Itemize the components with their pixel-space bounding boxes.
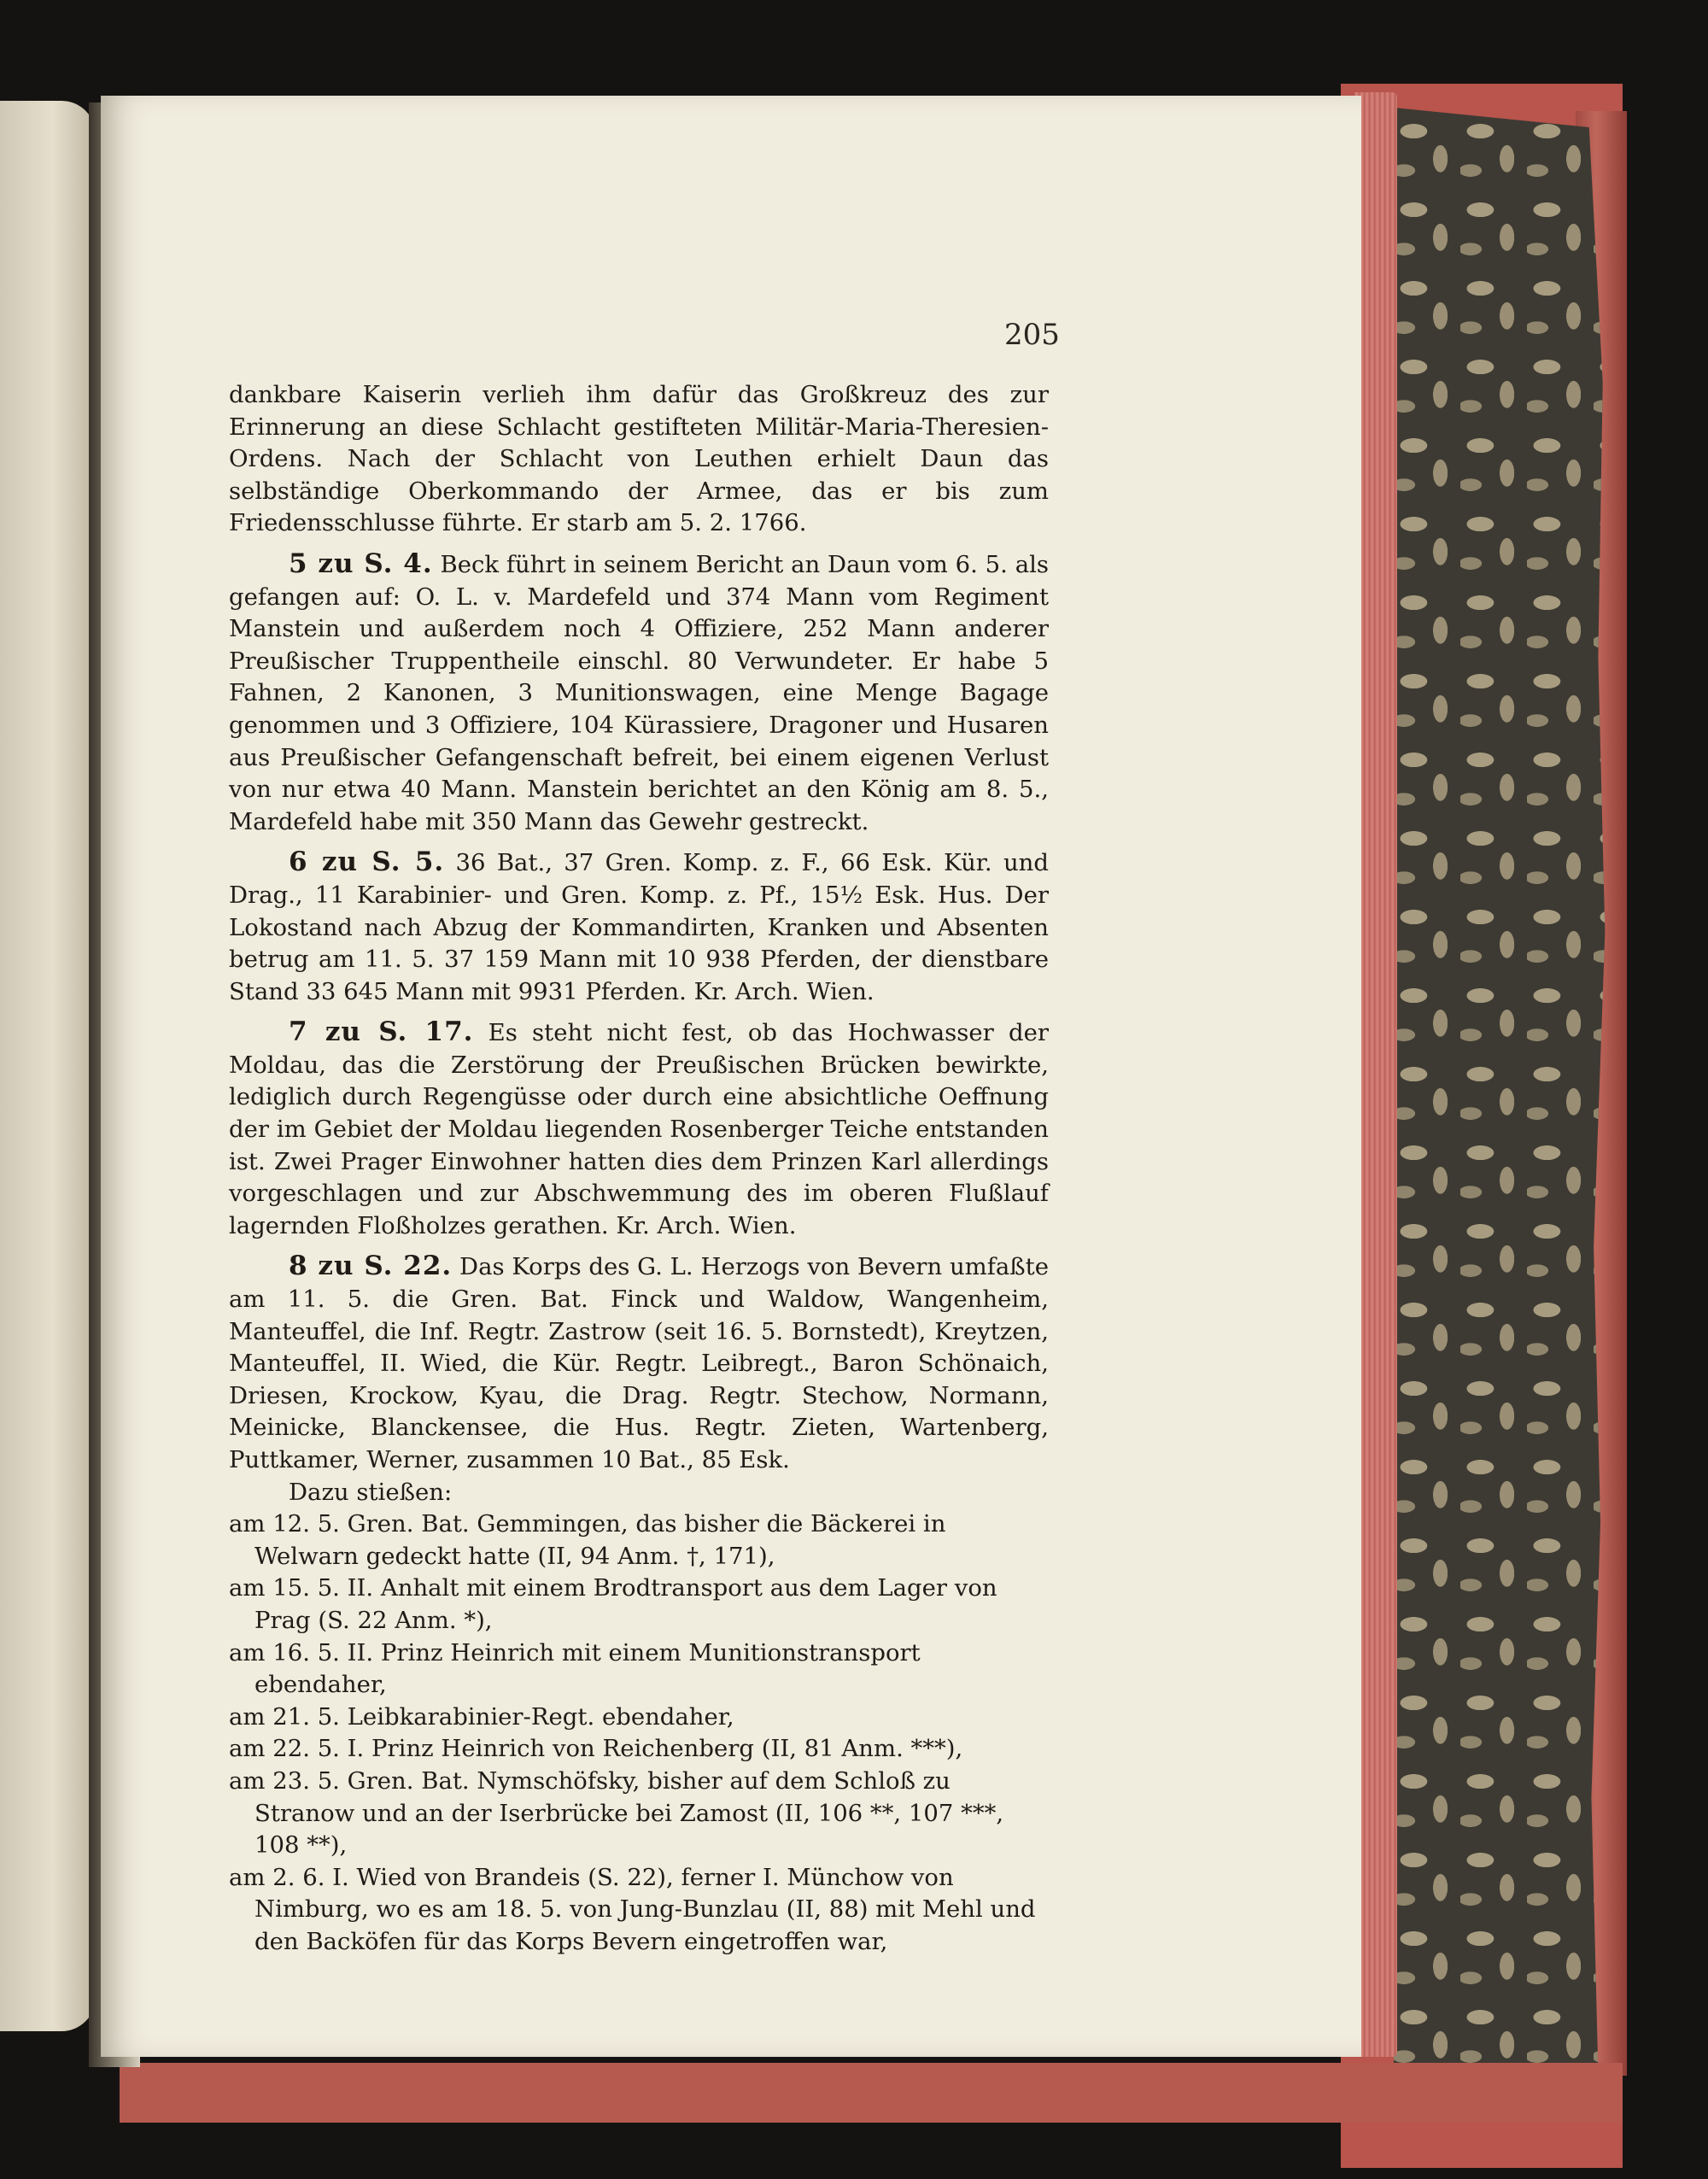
note-marker: 7 zu S. 17.	[289, 1016, 474, 1048]
page-number: 205	[1004, 318, 1060, 352]
intro-paragraph: dankbare Kaiserin verlieh ihm dafür das Großkreuz des zur Erinnerung an diese Schlacht gestifteten Militär-Maria-Theresien-Ordens. Nach der Schlacht von Leuthen erhielt Daun das selbständige Oberkommando der Armee, das er bis zum Friedensschlusse führte. Er starb am 5. 2. 1766.	[229, 381, 1049, 537]
note-text: Beck führt in seinem Bericht an Daun vom 6. 5. als gefangen auf: O. L. v. Mardefeld und 374 Mann vom Regiment Manstein und außerdem noch 4 Offiziere, 252 Mann anderer Preußischer Truppentheile einschl. 80 Verwundeter. Er habe 5 Fahnen, 2 Kanonen, 3 Munitionswagen, eine Menge Bagage genommen und 3 Offiziere, 104 Kürassiere, Dragoner und Husaren aus Preußischer Gefangenschaft befreit, bei einem eigenen Verlust von nur etwa 40 Mann. Manstein berichtet an den König am 8. 5., Mardefeld habe mit 350 Mann das Gewehr gestreckt.	[229, 550, 1049, 835]
list-item: am 2. 6. I. Wied von Brandeis (S. 22), ferner I. Münchow von Nimburg, wo es am 18. 5. von Jung-Bunzlau (II, 88) mit Mehl und den Backöfen für das Korps Bevern eingetroffen war,	[229, 1863, 1036, 1955]
previous-page-edge	[0, 101, 96, 2031]
list-item: am 23. 5. Gren. Bat. Nymschöfsky, bisher auf dem Schloß zu Stranow und an der Iserbrücke bei Zamost (II, 106 **, 107 ***, 108 **),	[229, 1766, 1004, 1860]
page-text	[229, 379, 1049, 1959]
note-text: Das Korps des G. L. Herzogs von Bevern umfaßte am 11. 5. die Gren. Bat. Finck und Waldow, Wangenheim, Manteuffel, die Inf. Regtr. Zastrow (seit 16. 5. Bornstedt), Kreytzen, Manteuffel, II. Wied, die Kür. Regtr. Leibregt., Baron Schönaich, Driesen, Krockow, Kyau, die Drag. Regtr. Stechow, Normann, Meinicke, Blanckensee, die Hus. Regtr. Zieten, Wartenberg, Puttkamer, Werner, zusammen 10 Bat., 85 Esk.	[229, 1253, 1049, 1473]
note-paragraph	[229, 548, 1049, 838]
note-text: 36 Bat., 37 Gren. Komp. z. F., 66 Esk. Kür. und Drag., 11 Karabinier- und Gren. Komp. z. Pf., 15½ Esk. Hus. Der Lokostand nach Abzug der Kommandirten, Kranken und Absenten betrug am 11. 5. 37 159 Mann mit 10 938 Pferden, der dienstbare Stand 33 645 Mann mit 9931 Pferden. Kr. Arch. Wien.	[229, 849, 1049, 1005]
note-paragraph	[229, 846, 1049, 1008]
note-paragraph	[229, 1251, 1049, 1476]
patterned-endpaper	[1394, 108, 1621, 2072]
dazu-label: Dazu stießen:	[289, 1478, 453, 1506]
list-item: am 21. 5. Leibkarabinier-Regt. ebendaher,	[229, 1702, 734, 1731]
list-item: am 15. 5. II. Anhalt mit einem Brodtransport aus dem Lager von Prag (S. 22 Anm. *),	[229, 1574, 997, 1634]
list-item: am 22. 5. I. Prinz Heinrich von Reichenberg (II, 81 Anm. ***),	[229, 1735, 963, 1763]
list-item: am 12. 5. Gren. Bat. Gemmingen, das bisher die Bäckerei in Welwarn gedeckt hatte (II, 94 Anm. †, 171),	[229, 1510, 946, 1570]
note-marker: 5 zu S. 4.	[289, 548, 433, 579]
note-text: Es steht nicht fest, ob das Hochwasser der Moldau, das die Zerstörung der Preußischen Brücken bewirkte, lediglich durch Regengüsse oder durch eine absichtliche Oeffnung der im Gebiet der Moldau liegenden Rosenberger Teiche entstanden ist. Zwei Prager Einwohner hatten dies dem Prinzen Karl allerdings vorgeschlagen und zur Abschwemmung des im oberen Flußlauf lagernden Floßholzes gerathen. Kr. Arch. Wien.	[229, 1019, 1049, 1239]
list-item: am 16. 5. II. Prinz Heinrich mit einem Munitionstransport ebendaher,	[229, 1638, 921, 1699]
cover-bottom-edge	[120, 2063, 1623, 2123]
note-marker: 8 zu S. 22.	[289, 1251, 453, 1282]
note-marker: 6 zu S. 5.	[289, 846, 445, 878]
entry-list	[229, 1508, 1049, 1958]
note-paragraph	[229, 1016, 1049, 1242]
